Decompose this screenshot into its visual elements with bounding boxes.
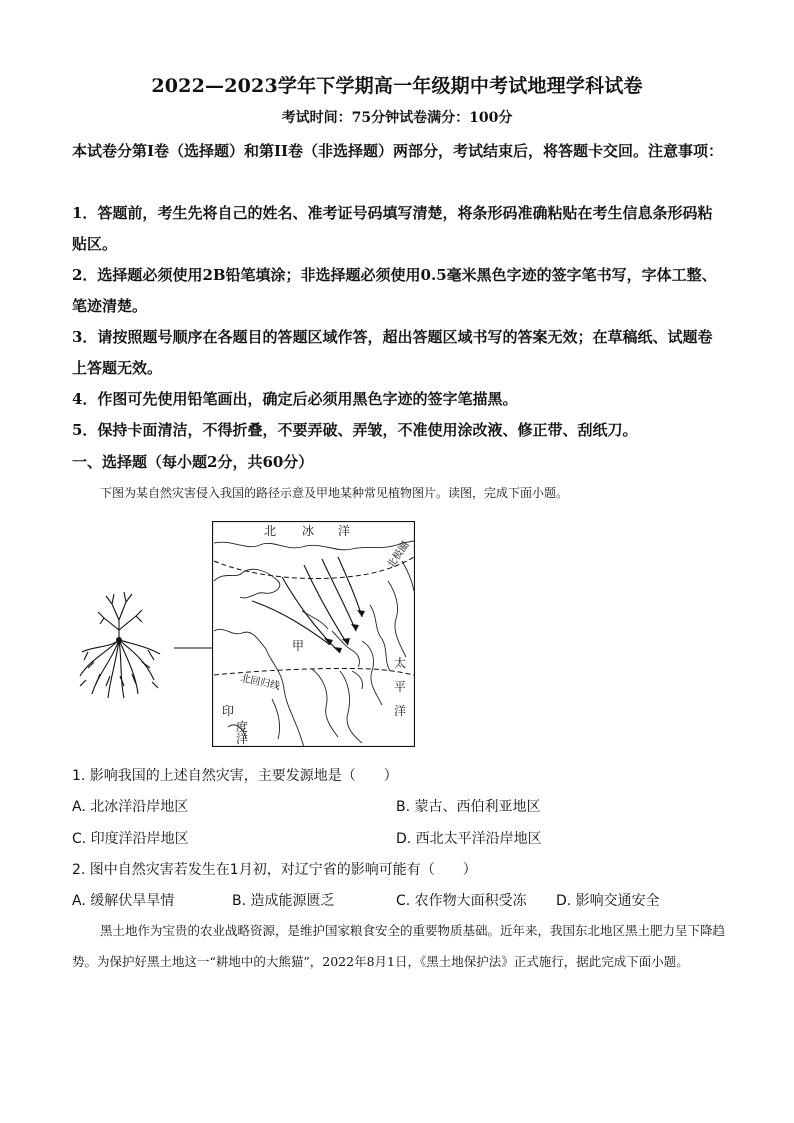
question-2-stem: 2. 图中自然灾害若发生在1月初，对辽宁省的影响可能有（ ） bbox=[72, 862, 477, 878]
instruction-item-1: 1．答题前，考生先将自己的姓名、准考证号码填写清楚，将条形码准确粘贴在考生信息条形码粘贴区。 bbox=[72, 204, 713, 253]
q2-option-c: C. 农作物大面积受冻 bbox=[396, 893, 527, 909]
disaster-path-map bbox=[212, 521, 415, 747]
map-label-indian-2: 度 bbox=[236, 720, 249, 734]
q2-option-b: B. 造成能源匮乏 bbox=[232, 893, 335, 909]
exam-subtitle: 考试时间：75分钟试卷满分：100分 bbox=[281, 110, 513, 126]
map-label-indian-3: 洋 bbox=[236, 732, 249, 746]
map-label-indian-1: 印 bbox=[222, 704, 235, 718]
q2-option-d: D. 影响交通安全 bbox=[556, 893, 660, 909]
q1-option-c: C. 印度洋沿岸地区 bbox=[72, 831, 189, 847]
map-label-tropic: 北回归线 bbox=[239, 673, 281, 693]
instruction-item-5: 5．保持卡面清洁，不得折叠，不要弄破、弄皱，不准使用涂改液、修正带、刮纸刀。 bbox=[72, 421, 638, 439]
q1-option-a: A. 北冰洋沿岸地区 bbox=[72, 799, 189, 815]
map-label-pacific-3: 洋 bbox=[394, 704, 407, 718]
q2-option-a: A. 缓解伏旱旱情 bbox=[72, 893, 175, 909]
instruction-item-4: 4．作图可先使用铅笔画出，确定后必须用黑色字迹的签字笔描黑。 bbox=[72, 390, 518, 408]
material-intro: 下图为某自然灾害侵入我国的路径示意及甲地某种常见植物图片。读图，完成下面小题。 bbox=[100, 486, 569, 500]
instruction-item-2: 2．选择题必须使用2B铅笔填涂；非选择题必须使用0.5毫米黑色字迹的签字笔书写，字体工整、笔迹清楚。 bbox=[72, 266, 717, 315]
material-2: 黑土地作为宝贵的农业战略资源，是维护国家粮食安全的重要物质基础。近年来，我国东北地区黑土肥力呈下降趋势。为保护好黑土地这一“耕地中的大熊猫”，2022年8月1日，《黑土地保护法》正式施行，据此完成下面小题。 bbox=[72, 923, 726, 969]
question-1-stem: 1. 影响我国的上述自然灾害，主要发源地是（ ） bbox=[72, 768, 398, 784]
map-label-pacific-2: 平 bbox=[394, 680, 407, 694]
instruction-item-3: 3．请按照题号顺序在各题目的答题区域作答，超出答题区域书写的答案无效；在草稿纸、试题卷上答题无效。 bbox=[72, 328, 713, 377]
instructions-intro: 本试卷分第Ⅰ卷（选择题）和第II卷（非选择题）两部分，考试结束后，将答题卡交回。注意事项： bbox=[72, 142, 724, 160]
q1-option-d: D. 西北太平洋沿岸地区 bbox=[396, 831, 542, 847]
map-label-north-2: 冰 bbox=[302, 524, 315, 538]
map-label-pacific-1: 太 bbox=[394, 656, 407, 670]
map-label-north-1: 北 bbox=[264, 524, 277, 538]
map-label-arctic-circle: 北极圈 bbox=[385, 539, 412, 571]
exam-title: 2022—2023学年下学期高一年级期中考试地理学科试卷 bbox=[151, 75, 643, 97]
map-label-jia: 甲 bbox=[292, 639, 305, 653]
map-label-north-3: 洋 bbox=[338, 524, 351, 538]
section-heading: 一、选择题（每小题2分，共60分） bbox=[72, 453, 314, 471]
plant-illustration bbox=[74, 590, 164, 700]
q1-option-b: B. 蒙古、西伯利亚地区 bbox=[396, 799, 541, 815]
